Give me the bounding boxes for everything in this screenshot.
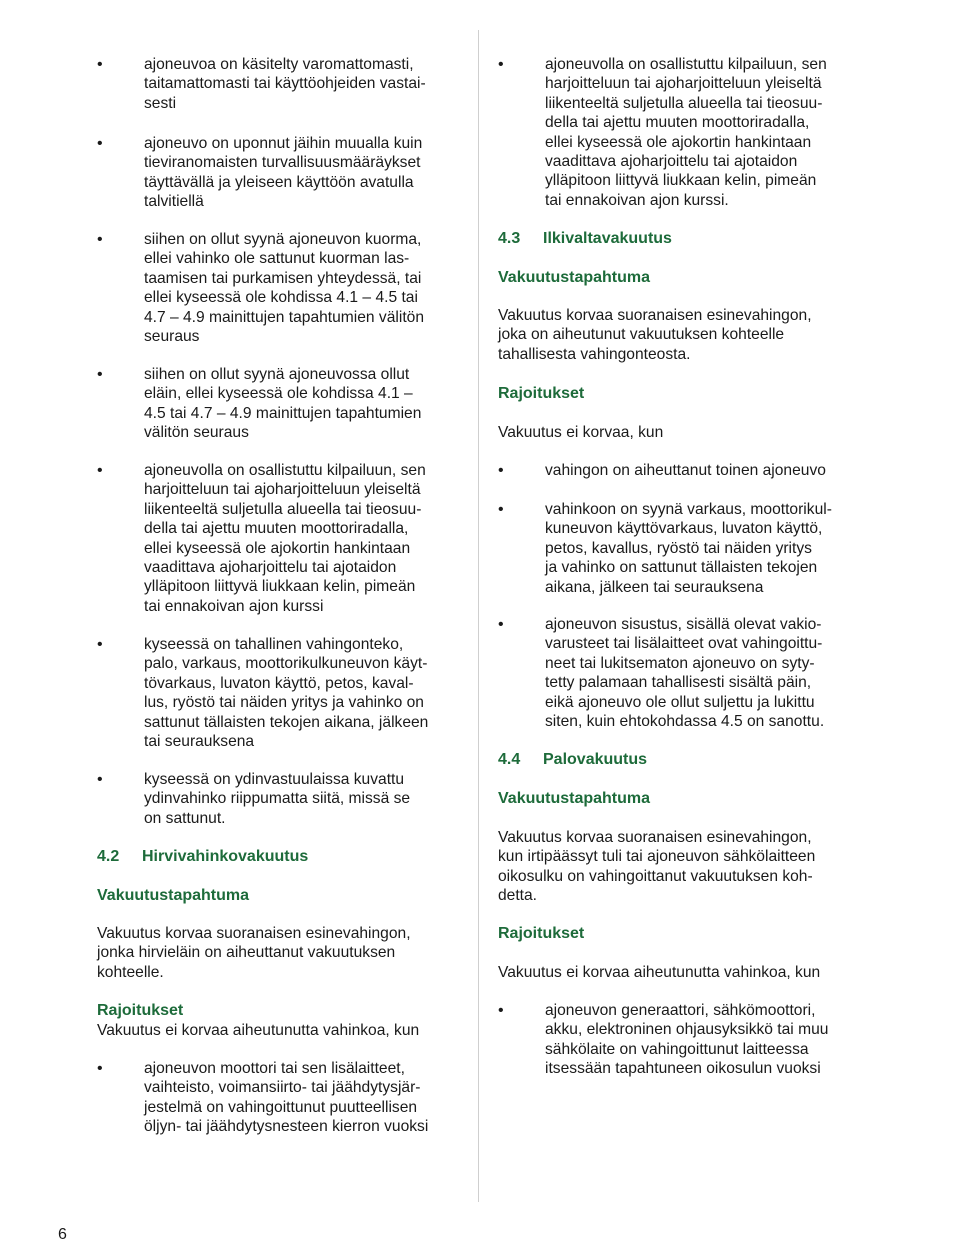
section-heading-4-2 [97,847,467,866]
bullet-icon: • [97,56,103,73]
list-item [97,230,477,346]
subheading-insured-event: Vakuutustapahtuma [498,269,651,286]
list-item [97,770,477,828]
section-number: 4.2 [97,848,120,865]
bullet-icon: • [97,636,103,653]
section-number: 4.3 [498,230,521,247]
subheading-insured-event: Vakuutustapahtuma [498,790,651,807]
list-item [97,1059,477,1137]
paragraph: Vakuutus korvaa suoranaisen esinevahingon, joka on aiheutunut vakuutuksen kohteelle tahallisesta vahingonteosta. [498,307,812,363]
list-item [97,635,477,751]
list-item [97,365,477,443]
list-item [97,55,477,113]
paragraph: Vakuutus ei korvaa, kun [498,424,664,441]
list-item [498,615,878,731]
list-item [498,55,878,210]
bullet-icon: • [498,462,504,479]
list-item-text: ajoneuvo on uponnut jäihin muualla kuin tieviranomaisten turvallisuusmääräykset täyttävällä ja yleiseen käyttöön avatulla talvitiellä [144,135,423,211]
section-title: Hirvivahinkovakuutus [142,848,309,865]
list-item-text: vahingon on aiheuttanut toinen ajoneuvo [545,462,826,479]
list-item [97,461,477,616]
list-item-text: ajoneuvon moottori tai sen lisälaitteet, vaihteisto, voimansiirto- tai jäähdytysjär- jestelmä on vahingoittunut puutteellisen öljyn- tai jäähdytysnesteen kierron vuoksi [144,1060,429,1136]
bullet-icon: • [498,616,504,633]
list-item [498,500,878,597]
bullet-icon: • [97,1060,103,1077]
bullet-icon: • [498,56,504,73]
bullet-icon: • [498,501,504,518]
list-item [498,461,878,480]
bullet-icon: • [97,231,103,248]
subheading-limitations: Rajoitukset [498,925,585,942]
section-title: Palovakuutus [543,751,648,768]
list-item-text: siihen on ollut syynä ajoneuvossa ollut eläin, ellei kyseessä ole kohdissa 4.1 – 4.5 tai 4.7 – 4.9 mainittujen tapahtumien välitön seuraus [144,366,422,442]
section-number: 4.4 [498,751,521,768]
list-item-text: kyseessä on ydinvastuulaissa kuvattu ydinvahinko riippumatta siitä, missä se on sattunut. [144,771,411,827]
subheading-limitations: Rajoitukset [97,1002,184,1019]
paragraph: Vakuutus korvaa suoranaisen esinevahingon, kun irtipäässyt tuli tai ajoneuvon sähkölaitteen oikosulku on vahingoittanut vakuutuksen koh- detta. [498,829,816,905]
paragraph: Vakuutus ei korvaa aiheutunutta vahinkoa, kun [498,964,821,981]
bullet-icon: • [97,462,103,479]
bullet-icon: • [97,771,103,788]
paragraph: Vakuutus korvaa suoranaisen esinevahingon, jonka hirvieläin on aiheuttanut vakuutuksen kohteelle. [97,925,411,981]
list-item-text: ajoneuvolla on osallistuttu kilpailuun, sen harjoitteluun tai ajoharjoitteluun yleiseltä liikenteeltä suljetulla alueella tai tieosuu- della tai ajettu muuten moottoriradalla, ellei kyseessä ole ajokortin hankintaan vaadittava ajoharjoittelu tai ajotaidon ylläpitoon liittyvä liukkaan kelin, pimeän tai ennakoivan ajon kurssi. [545,56,827,209]
list-item-text: siihen on ollut syynä ajoneuvon kuorma, ellei vahinko ole sattunut kuorman las- taamisen tai purkamisen yhteydessä, tai ellei kyseessä ole kohdissa 4.1 – 4.5 tai 4.7 – 4.9 mainittujen tapahtumien välitön seuraus [144,231,425,346]
bullet-icon: • [97,366,103,383]
bullet-icon: • [498,1002,504,1019]
list-item-text: ajoneuvon generaattori, sähkömoottori, akku, elektroninen ohjausyksikkö tai muu sähkölaite on vahingoittunut laitteessa itsessään tapahtuneen oikosulun vuoksi [545,1002,829,1078]
list-item-text: ajoneuvolla on osallistuttu kilpailuun, sen harjoitteluun tai ajoharjoitteluun yleiseltä liikenteeltä suljetulla alueella tai tieosuu- della tai ajettu muuten moottoriradalla, ellei kyseessä ole ajokortin hankintaan vaadittava ajoharjoittelu tai ajotaidon ylläpitoon liittyvä liukkaan kelin, pimeän tai ennakoivan ajon kurssi [144,462,426,615]
page-number: 6 [58,1226,67,1243]
section-title: Ilkivaltavakuutus [543,230,672,247]
paragraph: Vakuutus ei korvaa aiheutunutta vahinkoa, kun [97,1022,420,1039]
list-item [498,1001,878,1079]
list-item-text: vahinkoon on syynä varkaus, moottorikul- kuneuvon käyttövarkaus, luvaton käyttö, petos, kavallus, ryöstö tai näiden yritys ja vahinko on sattunut tällaisten tekojen aikana, jälkeen tai seurauksena [545,501,832,596]
list-item-text: kyseessä on tahallinen vahingonteko, palo, varkaus, moottorikulkuneuvon käyt- tövarkaus, luvaton käyttö, petos, kaval- lus, ryöstö tai näiden yritys ja vahinko on sattunut tällaisten tekojen aikana, jälkeen tai seurauksena [144,636,429,751]
list-item [97,134,477,212]
list-item-text: ajoneuvon sisustus, sisällä olevat vakio- varusteet tai lisälaitteet ovat vahingoittu- neet tai lukitsematon ajoneuvo on syty- tetty palamaan tahallisesti sisältä päin, eikä ajoneuvo ole ollut suljettu ja lukittu siten, kuin ehtokohdassa 4.5 on sanottu. [545,616,825,731]
subheading-limitations: Rajoitukset [498,385,585,402]
bullet-icon: • [97,135,103,152]
section-heading-4-4 [498,750,868,769]
section-heading-4-3 [498,229,868,248]
list-item-text: ajoneuvoa on käsitelty varomattomasti, taitamattomasti tai käyttöohjeiden vastai- sesti [144,56,426,112]
subheading-insured-event: Vakuutustapahtuma [97,887,250,904]
column-divider [478,30,479,1202]
